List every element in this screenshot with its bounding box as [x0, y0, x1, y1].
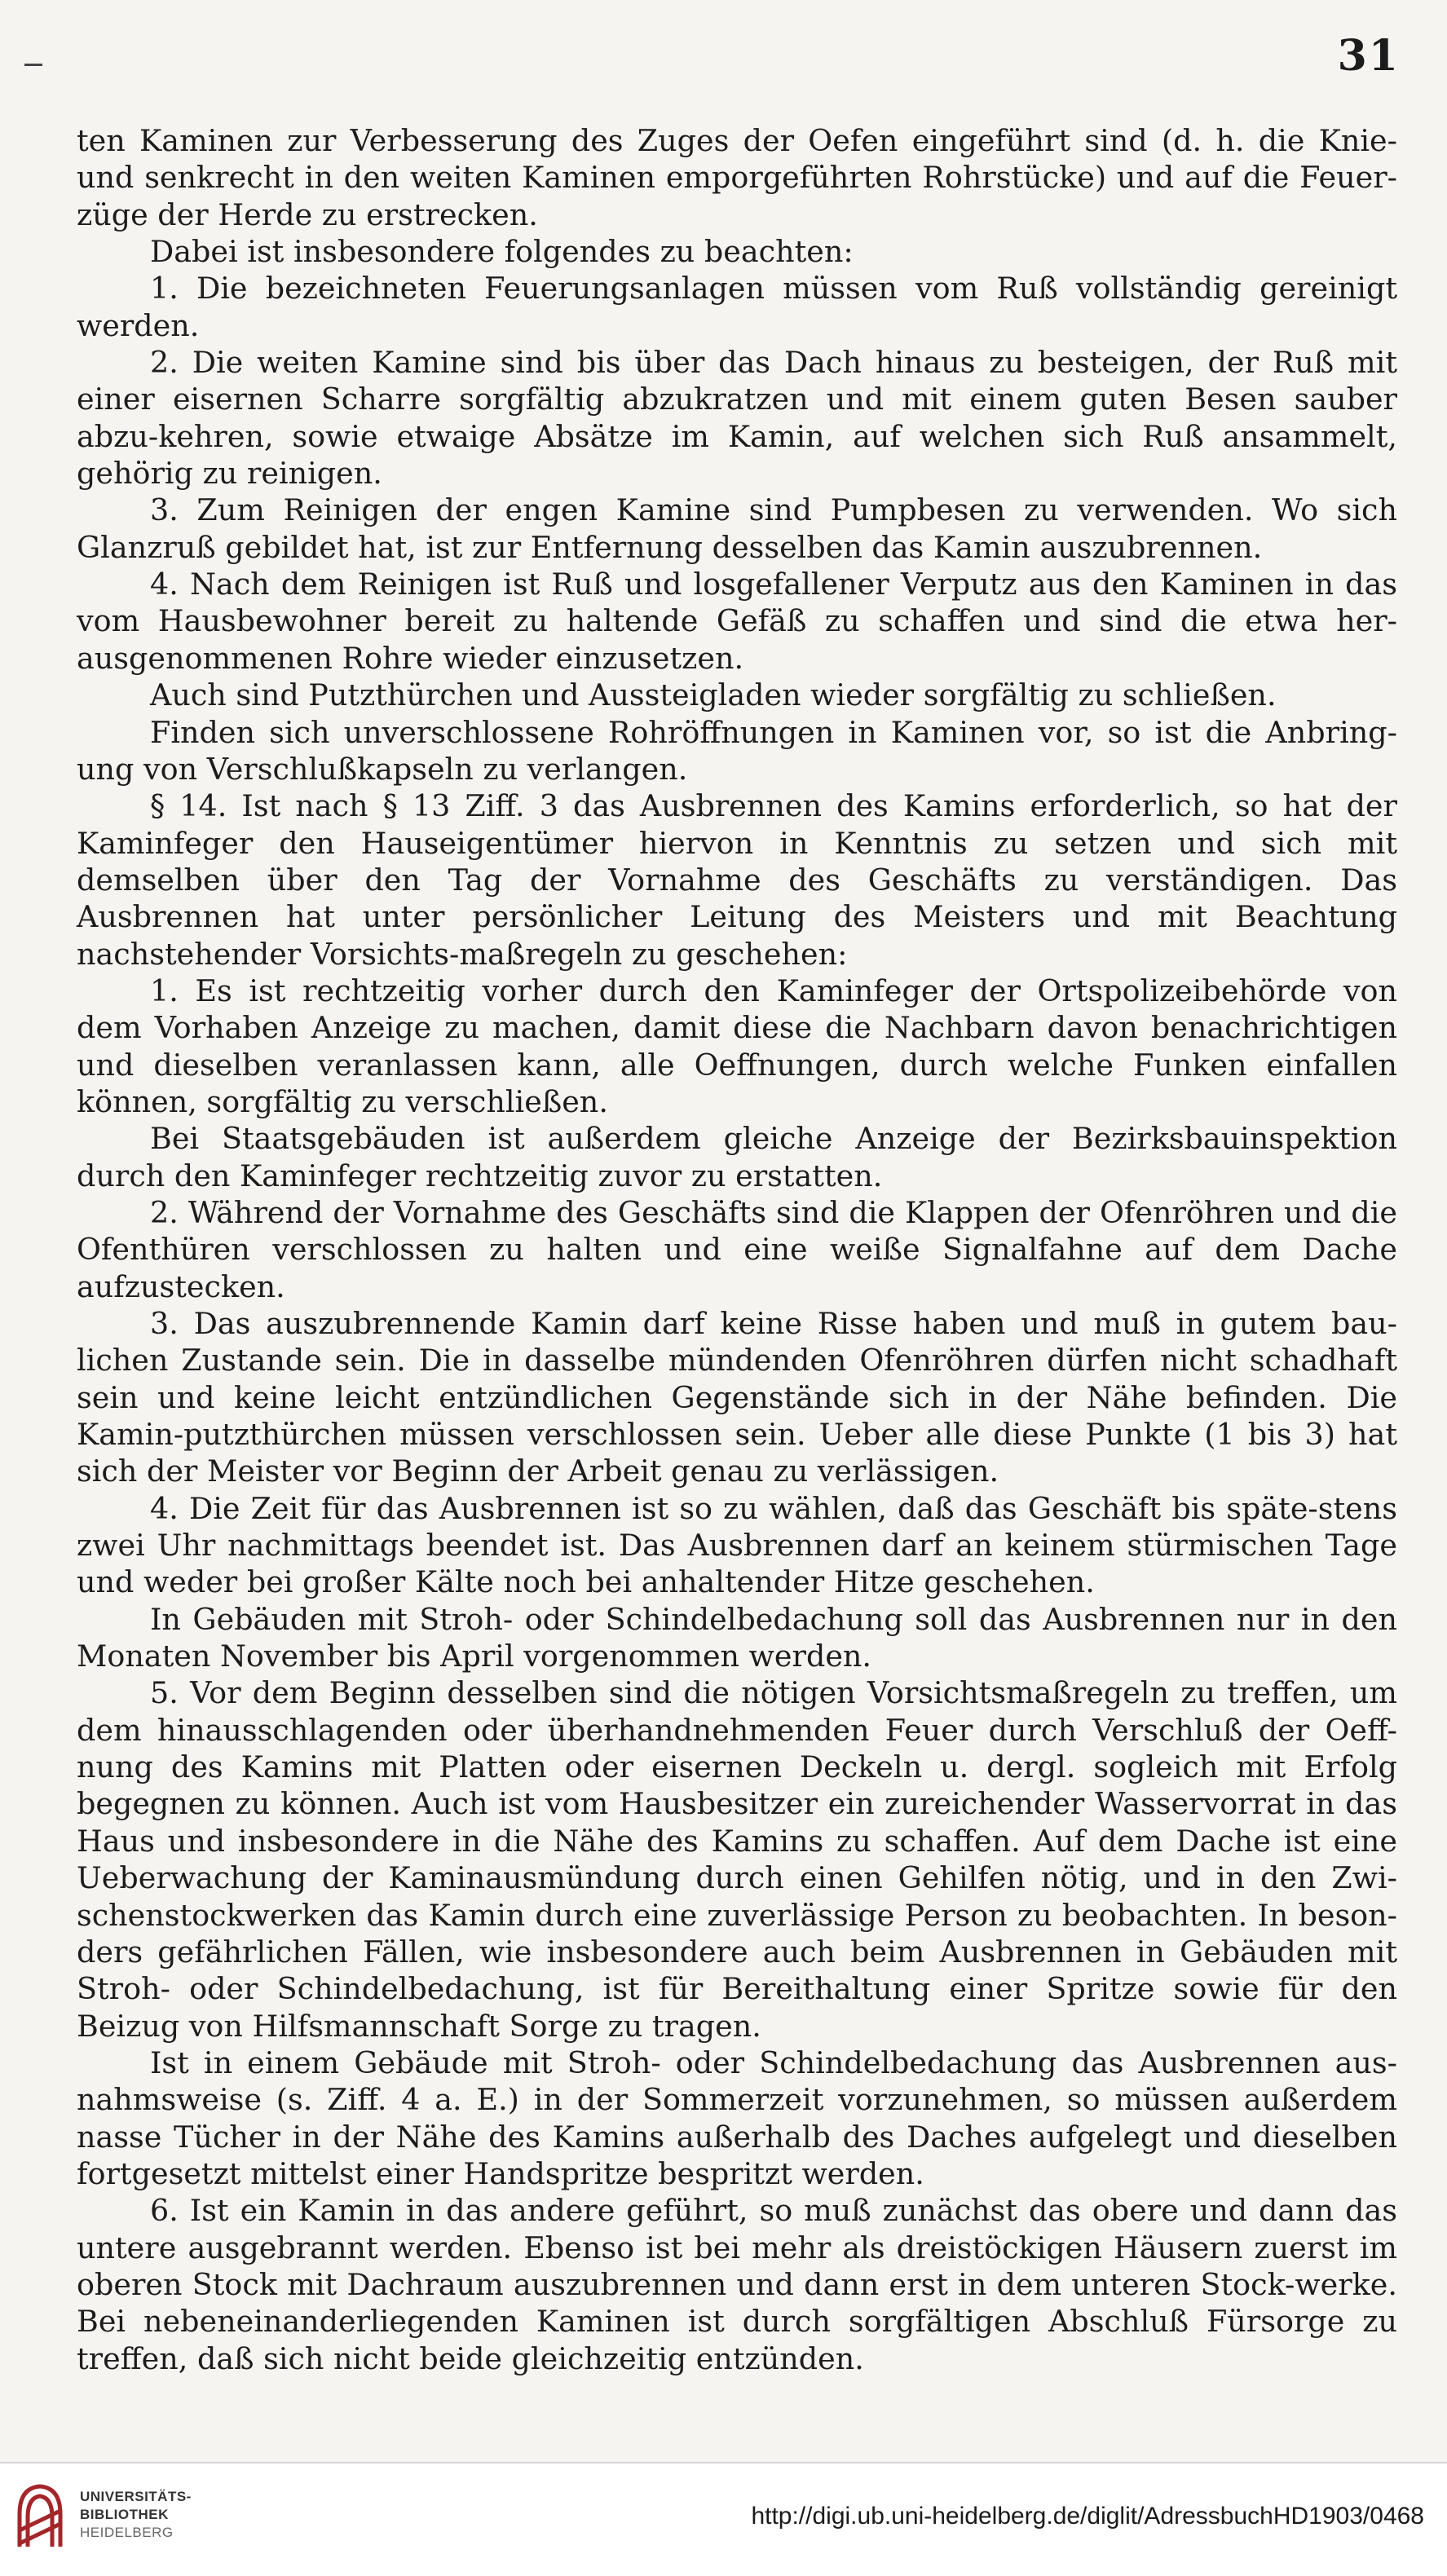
paragraph-rule-5: 5. Vor dem Beginn desselben sind die nötigen Vorsichtsmaßregeln zu treffen, um dem hinausschlagenden oder überhandnehmenden Feuer durch Verschluß der Oeff-nung des Kamins mit Platten oder eisernen Deckeln u. dergl. sogleich mit Erfolg begegnen zu können. Auch ist vom Hausbesitzer ein zureichender Wasservorrat in das Haus und insbesondere in die Nähe des Kamins zu schaffen. Auf dem Dache ist eine Ueberwachung der Kaminausmündung durch einen Gehilfen nötig, und in den Zwi-schenstockwerken das Kamin durch eine zuverlässige Person zu beobachten. In beson-ders gefährlichen Fällen, wie insbesondere auch beim Ausbrennen in Gebäuden mit Stroh- oder Schindelbedachung, ist für Bereithaltung einer Spritze sowie für den Beizug von Hilfsmannschaft Sorge zu tragen. — [77, 1675, 1397, 2044]
paragraph-strohdach: In Gebäuden mit Stroh- oder Schindelbedachung soll das Ausbrennen nur in den Monaten November bis April vorgenommen werden. — [77, 1601, 1397, 1674]
paragraph-rule-3: 3. Das auszubrennende Kamin darf keine Risse haben und muß in gutem bau-lichen Zustande sein. Die in dasselbe mündenden Ofenröhren dürfen nicht schadhaft sein und keine leicht entzündlichen Gegenstände sich in der Nähe befinden. Die Kamin-putzthürchen müssen verschlossen sein. Ueber alle diese Punkte (1 bis 3) hat sich der Meister vor Beginn der Arbeit genau zu verlässigen. — [77, 1306, 1397, 1489]
footer-bar — [0, 2462, 1447, 2576]
source-url-link[interactable]: http://digi.ub.uni-heidelberg.de/diglit/AdressbuchHD1903/0468 — [751, 2503, 1424, 2530]
library-name — [80, 2488, 192, 2542]
paragraph-sommerzeit: Ist in einem Gebäude mit Stroh- oder Schindelbedachung das Ausbrennen aus-nahmsweise (s. Ziff. 4 a. E.) in der Sommerzeit vorzunehmen, so müssen außerdem nasse Tücher in der Nähe des Kamins außerhalb des Daches aufgelegt und dieselben fortgesetzt mittelst einer Handspritze bespritzt werden. — [77, 2044, 1397, 2191]
library-name-line-2: BIBLIOTHEK — [80, 2507, 169, 2522]
body-text — [77, 122, 1397, 2377]
paragraph-item-2: 2. Die weiten Kamine sind bis über das Dach hinaus zu besteigen, der Ruß mit einer eisernen Scharre sorgfältig abzukratzen und mit einem guten Besen sauber abzu-kehren, sowie etwaige Absätze im Kamin, auf welchen sich Ruß ansammelt, gehörig zu reinigen. — [77, 345, 1397, 492]
paragraph-item-3: 3. Zum Reinigen der engen Kamine sind Pumpbesen zu verwenden. Wo sich Glanzruß gebildet hat, ist zur Entfernung desselben das Kamin auszubrennen. — [77, 492, 1397, 565]
paragraph-section-14: § 14. Ist nach § 13 Ziff. 3 das Ausbrennen des Kamins erforderlich, so hat der Kaminfeger den Hauseigentümer hiervon in Kenntnis zu setzen und sich mit demselben über den Tag der Vornahme des Geschäfts zu verständigen. Das Ausbrennen hat unter persönlicher Leitung des Meisters und mit Beachtung nachstehender Vorsichts-maßregeln zu geschehen: — [77, 788, 1397, 972]
margin-mark — [24, 64, 42, 66]
paragraph-item-4: 4. Nach dem Reinigen ist Ruß und losgefallener Verputz aus den Kaminen in das vom Hausbewohner bereit zu haltende Gefäß zu schaffen und sind die etwa her-ausgenommenen Rohre wieder einzusetzen. — [77, 567, 1397, 676]
paragraph-verschlusskapseln: Finden sich unverschlossene Rohröffnungen in Kaminen vor, so ist die Anbring-ung von Verschlußkapseln zu verlangen. — [77, 714, 1397, 787]
paragraph-rule-2: 2. Während der Vornahme des Geschäfts sind die Klappen der Ofenröhren und die Ofenthüren verschlossen zu halten und eine weiße Signalfahne auf dem Dache aufzustecken. — [77, 1194, 1397, 1304]
paragraph-item-1: 1. Die bezeichneten Feuerungsanlagen müssen vom Ruß vollständig gereinigt werden. — [77, 271, 1397, 343]
paragraph-staatsgebaeude: Bei Staatsgebäuden ist außerdem gleiche Anzeige der Bezirksbauinspektion durch den Kaminfeger rechtzeitig zuvor zu erstatten. — [77, 1121, 1397, 1193]
paragraph-rule-6: 6. Ist ein Kamin in das andere geführt, so muß zunächst das obere und dann das untere ausgebrannt werden. Ebenso ist bei mehr als dreistöckigen Häusern zuerst im oberen Stock mit Dachraum auszubrennen und dann erst in dem unteren Stock-werke. Bei nebeneinanderliegenden Kaminen ist durch sorgfältigen Abschluß Fürsorge zu treffen, daß sich nicht beide gleichzeitig entzünden. — [77, 2193, 1397, 2376]
library-name-line-3: HEIDELBERG — [80, 2525, 174, 2540]
paragraph-putzthuerchen: Auch sind Putzthürchen und Aussteigladen wieder sorgfältig zu schließen. — [150, 677, 1277, 713]
library-name-line-1: UNIVERSITÄTS- — [80, 2489, 192, 2504]
paragraph-continuation: ten Kaminen zur Verbesserung des Zuges der Oefen eingeführt sind (d. h. die Knie- und senkrecht in den weiten Kaminen emporgeführten Rohrstücke) und auf die Feuer-züge der Herde zu erstrecken. — [77, 123, 1397, 232]
page-number: 31 — [1337, 31, 1400, 81]
paragraph-rule-4: 4. Die Zeit für das Ausbrennen ist so zu wählen, daß das Geschäft bis späte-stens zwei Uhr nachmittags beendet ist. Das Ausbrennen darf an keinem stürmischen Tage und weder bei großer Kälte noch bei anhaltender Hitze geschehen. — [77, 1490, 1397, 1600]
paragraph-intro: Dabei ist insbesondere folgendes zu beachten: — [150, 234, 854, 270]
university-library-logo — [15, 2481, 65, 2550]
paragraph-rule-1: 1. Es ist rechtzeitig vorher durch den Kaminfeger der Ortspolizeibehörde von dem Vorhaben Anzeige zu machen, damit diese die Nachbarn davon benachrichtigen und dieselben veranlassen kann, alle Oeffnungen, durch welche Funken einfallen können, sorgfältig zu verschließen. — [77, 973, 1397, 1119]
